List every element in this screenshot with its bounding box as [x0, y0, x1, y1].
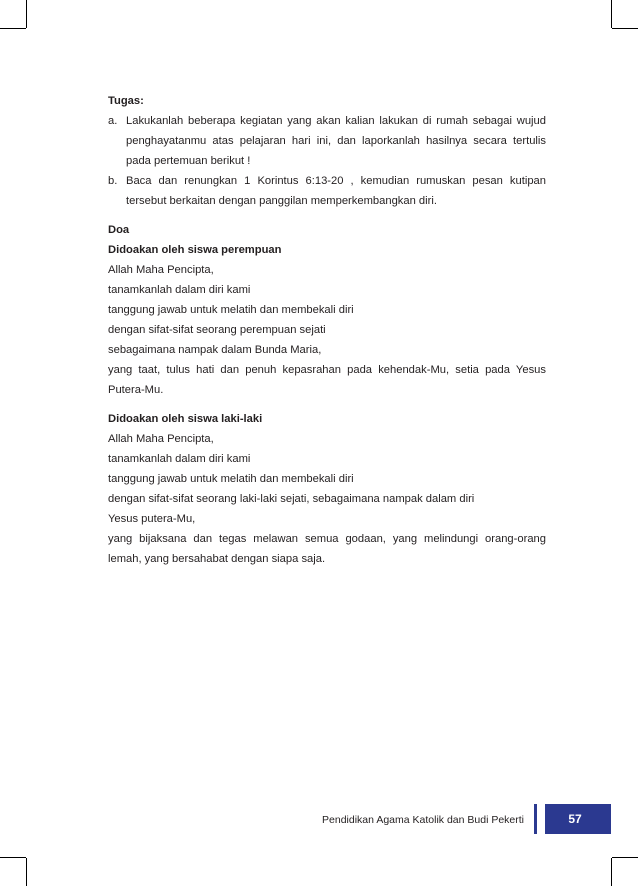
page-number	[545, 804, 611, 834]
task-text: Lakukanlah beberapa kegiatan yang akan kalian lakukan di rumah sebagai wujud penghayatanmu atas pelajaran hari ini, dan laporkanlah hasilnya secara tertulis pada pertemuan berikut !	[126, 115, 546, 167]
task-letter: b.	[108, 175, 118, 187]
crop-mark	[0, 28, 26, 29]
prayer-line: tanamkanlah dalam diri kami	[108, 284, 251, 296]
crop-mark	[0, 857, 26, 858]
crop-mark	[612, 857, 638, 858]
crop-mark	[611, 0, 612, 28]
task-text: Baca dan renungkan 1 Korintus 6:13-20 , kemudian rumuskan pesan kutipan tersebut berkaitan dengan panggilan memperkembangkan diri.	[126, 175, 546, 207]
crop-mark	[612, 28, 638, 29]
prayer-line: tanamkanlah dalam diri kami	[108, 453, 251, 465]
doa-heading: Doa	[108, 224, 130, 236]
prayer-line: Yesus putera-Mu,	[108, 513, 196, 525]
crop-mark	[26, 858, 27, 886]
task-item-a	[108, 111, 546, 171]
prayer-closing: yang taat, tulus hati dan penuh kepasrahan pada kehendak-Mu, setia pada Yesus Putera-Mu.	[108, 364, 546, 396]
prayer-line: dengan sifat-sifat seorang perempuan sejati	[108, 324, 326, 336]
footer-divider	[534, 804, 537, 834]
crop-mark	[611, 858, 612, 886]
task-letter: a.	[108, 115, 118, 127]
prayer-heading-perempuan: Didoakan oleh siswa perempuan	[108, 244, 282, 256]
tugas-heading: Tugas:	[108, 95, 144, 107]
prayer-heading-laki: Didoakan oleh siswa laki-laki	[108, 413, 263, 425]
page-content	[108, 91, 546, 569]
prayer-line: tanggung jawab untuk melatih dan membekali diri	[108, 304, 354, 316]
prayer-closing: yang bijaksana dan tegas melawan semua godaan, yang melindungi orang-orang lemah, yang bersahabat dengan siapa saja.	[108, 533, 546, 565]
task-item-b	[108, 171, 546, 211]
footer-book-title: Pendidikan Agama Katolik dan Budi Pekerti	[322, 814, 524, 826]
crop-mark	[26, 0, 27, 28]
prayer-line: dengan sifat-sifat seorang laki-laki sejati, sebagaimana nampak dalam diri	[108, 493, 475, 505]
page-number-text: 57	[568, 812, 582, 826]
prayer-line: Allah Maha Pencipta,	[108, 433, 214, 445]
prayer-line: sebagaimana nampak dalam Bunda Maria,	[108, 344, 322, 356]
prayer-line: tanggung jawab untuk melatih dan membekali diri	[108, 473, 354, 485]
prayer-line: Allah Maha Pencipta,	[108, 264, 214, 276]
